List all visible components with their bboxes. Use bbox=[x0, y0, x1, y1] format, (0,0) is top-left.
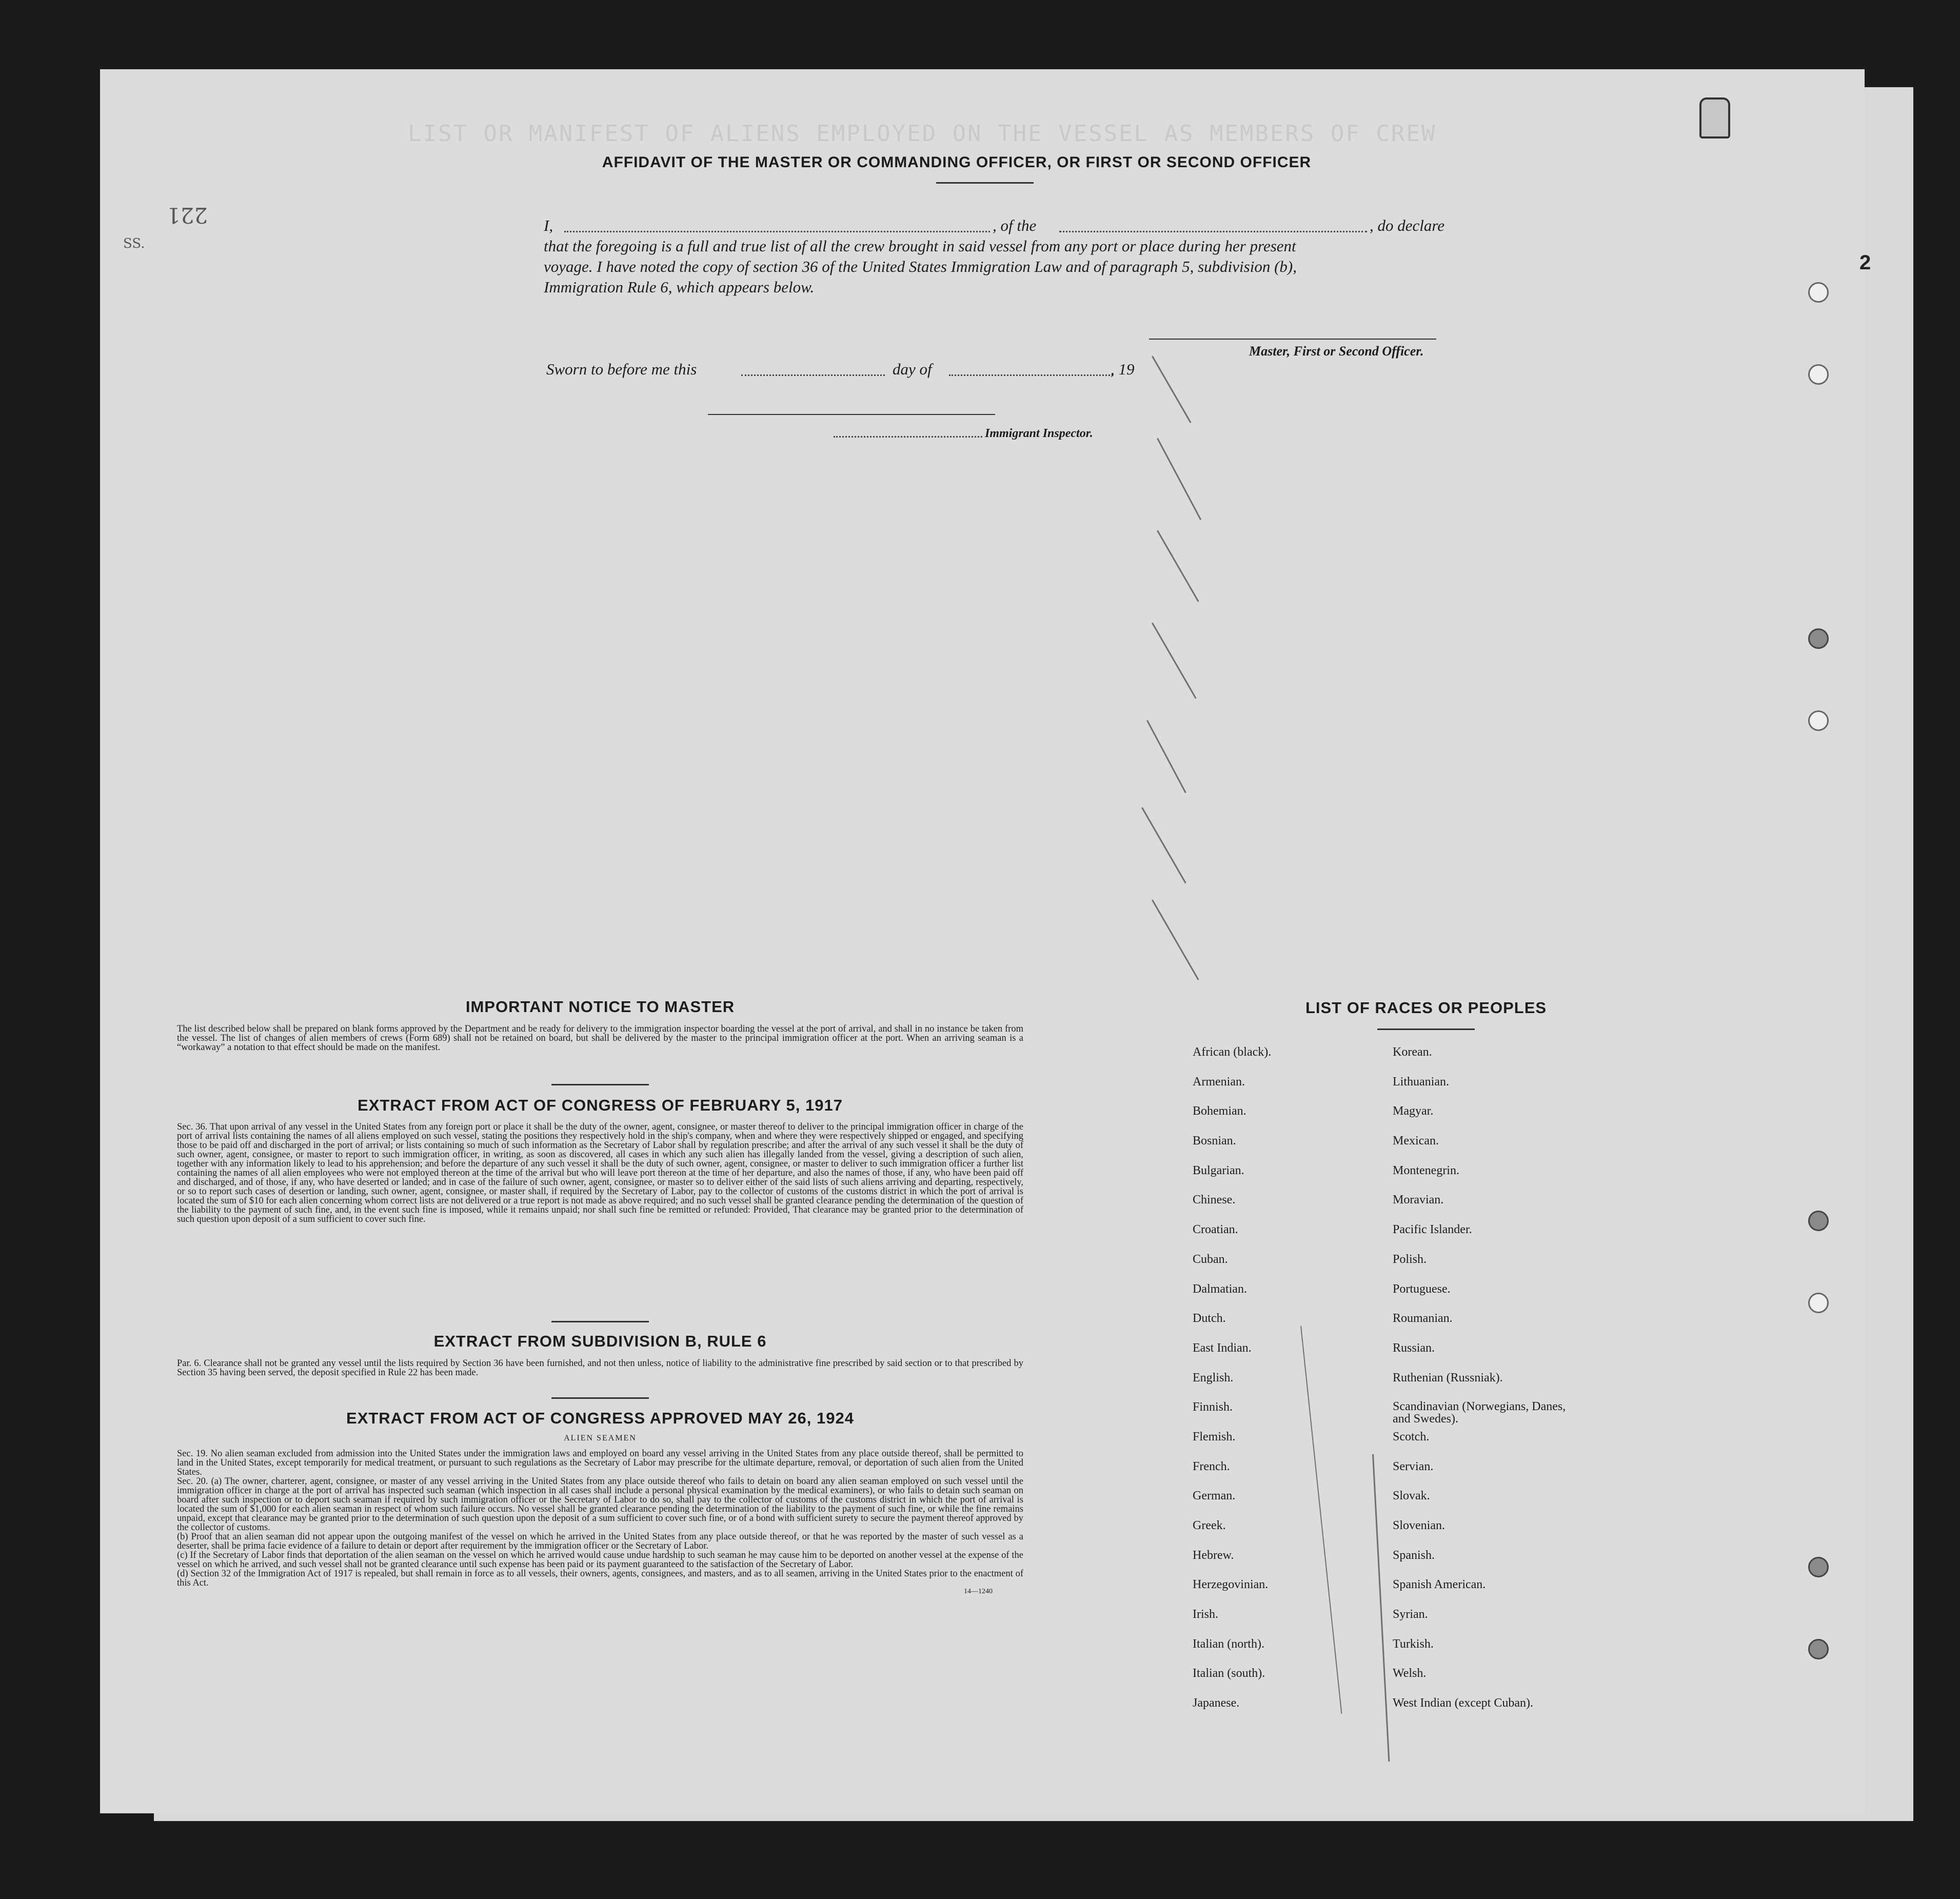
race-item: Spanish American. bbox=[1393, 1578, 1486, 1592]
race-item: Croatian. bbox=[1193, 1223, 1238, 1237]
pen-stroke bbox=[1146, 720, 1186, 794]
inspector-label: Immigrant Inspector. bbox=[985, 427, 1093, 440]
race-item: Servian. bbox=[1393, 1459, 1434, 1473]
race-item: Italian (north). bbox=[1193, 1637, 1264, 1651]
affidavit-line: that the foregoing is a full and true list of all the crew brought in said vessel from any port or place during her present bbox=[544, 237, 1296, 255]
divider bbox=[936, 182, 1034, 184]
race-item: Ruthenian (Russniak). bbox=[1393, 1371, 1503, 1384]
extract-1917-title: EXTRACT FROM ACT OF CONGRESS OF FEBRUARY 5, 1917 bbox=[358, 1096, 843, 1114]
race-item: Polish. bbox=[1393, 1252, 1427, 1266]
sworn-day-blank bbox=[741, 374, 885, 376]
clip-icon bbox=[1699, 97, 1730, 139]
sworn-text: Sworn to before me this bbox=[546, 360, 697, 378]
divider bbox=[551, 1321, 649, 1322]
section-20d: (d) Section 32 of the Immigration Act of 1917 is repealed, but shall remain in force as to all vessels, their owners, agents, consignees, and masters, and as to all seamen, arriving in the United States prior to the enactment of this Act. bbox=[177, 1569, 1023, 1588]
race-item: Flemish. bbox=[1193, 1430, 1236, 1443]
race-item: Lithuanian. bbox=[1393, 1075, 1449, 1089]
race-item: Japanese. bbox=[1193, 1696, 1240, 1710]
race-item: Pacific Islander. bbox=[1393, 1223, 1472, 1237]
signature-line bbox=[1149, 339, 1436, 340]
section-20b: (b) Proof that an alien seaman did not appear upon the outgoing manifest of the vessel on which he arrived in the United States from any place outside thereof, or that he was reported by the master of such vessel as a deserter, shall be prima facie evidence of a failure to detain or deport after requirement by the immigration officer or the Secretary of Labor. bbox=[177, 1532, 1023, 1551]
extract-1924-subtitle: ALIEN SEAMEN bbox=[564, 1434, 637, 1442]
sworn-month-blank bbox=[949, 374, 1113, 376]
pen-stroke bbox=[1157, 530, 1199, 602]
race-item: Turkish. bbox=[1393, 1637, 1434, 1651]
race-item: Syrian. bbox=[1393, 1608, 1428, 1621]
race-item: Welsh. bbox=[1393, 1667, 1427, 1680]
race-item: Armenian. bbox=[1193, 1075, 1245, 1089]
race-item: Hebrew. bbox=[1193, 1548, 1234, 1562]
document-page bbox=[100, 69, 1871, 1813]
pen-stroke bbox=[1152, 623, 1197, 699]
race-item: Herzegovinian. bbox=[1193, 1578, 1269, 1592]
race-item: Moravian. bbox=[1393, 1193, 1444, 1207]
race-item: Bulgarian. bbox=[1193, 1163, 1244, 1177]
race-item: English. bbox=[1193, 1371, 1234, 1384]
page-marker: 2 bbox=[1859, 251, 1871, 274]
race-item: Scandinavian (Norwegians, Danes, and Swedes). bbox=[1393, 1400, 1566, 1426]
race-item: Dalmatian. bbox=[1193, 1282, 1247, 1296]
race-item: German. bbox=[1193, 1489, 1236, 1503]
affidavit-declare: , do declare bbox=[1370, 216, 1445, 234]
extract-1917-body: Sec. 36. That upon arrival of any vessel in the United States from any foreign port or place it shall be the duty of the owner, agent, consignee, or master thereof to deliver to the principal immigration officer in charge of the port of arrival lists containing the names of all aliens employed on such vessel, stating the positions they respectively hold in the ship's company, when and where they were respectively shipped or engaged, and specifying those to be paid off and discharged in the port of arrival; or lists containing so much of such information as the Secretary of Labor shall by regulation prescribe; and after the arrival of any such vessel it shall be the duty of such owner, agent, consignee, or master to report to such immigration officer, in writing, as soon as discovered, all cases in which any such alien has illegally landed from the vessel, giving a description of such alien, together with any information likely to lead to his apprehension; and before the departure of any such vessel it shall be the duty of such owner, agent, consignee, or master to deliver to such immigration officer a further list containing the names of all alien employees who were not employed thereon at the time of the arrival but who will leave port thereon at the time of her departure, and also the names of those, if any, who have been paid off and discharged, and of those, if any, who have deserted or landed; and in case of the failure of such owner, agent, consignee, or master so to deliver either of the said lists of such aliens arriving and departing, respectively, or so to report such cases of desertion or landing, such owner, agent, consignee, or master shall, if required by the Secretary of Labor, pay to the collector of customs of the customs district in which the port of arrival is located the sum of $10 for each alien concerning whom correct lists are not delivered or a true report is not made as above required; and no such vessel shall be granted clearance pending the determination of the question of the liability to the payment of such fine, and, in the event such fine is imposed, while it remains unpaid; nor shall such fine be remitted or refunded: Provided, That clearance may be granted prior to the determination of such question upon deposit of a sum sufficient to cover such fine. bbox=[177, 1122, 1023, 1224]
race-item: Scotch. bbox=[1393, 1430, 1430, 1443]
section-19: Sec. 19. No alien seaman excluded from admission into the United States under the immigration laws and employed on board any vessel arriving in the United States from any place outside thereof, shall be permitted to land in the United States, except temporarily for medical treatment, or pursuant to such regulations as the Secretary of Labor may prescribe for the ultimate departure, removal, or deportation of such alien from the United States. bbox=[177, 1449, 1023, 1477]
race-item: African (black). bbox=[1193, 1045, 1272, 1059]
race-item: Irish. bbox=[1193, 1608, 1218, 1621]
divider bbox=[551, 1084, 649, 1085]
races-left-column bbox=[1193, 1045, 1377, 1726]
inspector-blank bbox=[834, 436, 982, 438]
race-item: Dutch. bbox=[1193, 1312, 1226, 1326]
bleed-through-header: LIST OR MANIFEST OF ALIENS EMPLOYED ON THE VESSEL AS MEMBERS OF CREW bbox=[408, 121, 1437, 147]
race-item: Mexican. bbox=[1393, 1134, 1439, 1148]
race-item: Chinese. bbox=[1193, 1193, 1236, 1207]
affidavit-line: voyage. I have noted the copy of section 36 of the United States Immigration Law and of paragraph 5, subdivision (b), bbox=[544, 258, 1297, 275]
race-item: Slovak. bbox=[1393, 1489, 1430, 1503]
divider bbox=[551, 1397, 649, 1399]
notice-body: The list described below shall be prepared on blank forms approved by the Department and be ready for delivery to the immigration inspector boarding the vessel at the port of arrival, and shall in no instance be taken from the vessel. The list of changes of alien members of crews (Form 689) shall not be retained on board, but shall be delivered by the master to the principal immigration officer at the port. When an arriving seaman is a “workaway” a notation to that effect should be made on the manifest. bbox=[177, 1024, 1023, 1053]
race-item: Roumanian. bbox=[1393, 1312, 1453, 1326]
margin-number: 221 bbox=[167, 203, 208, 228]
divider bbox=[1377, 1028, 1475, 1030]
extract-rule6-body: Par. 6. Clearance shall not be granted any vessel until the lists required by Section 36 have been furnished, and not then unless, notice of liability to the administrative fine prescribed by said section or to that prescribed by Section 35 having been served, the deposit specified in Rule 22 has been made. bbox=[177, 1358, 1023, 1378]
affidavit-i: I, bbox=[544, 216, 553, 234]
punch-hole-icon bbox=[1808, 364, 1829, 385]
sworn-day-of: day of bbox=[893, 360, 932, 378]
pen-stroke bbox=[1157, 438, 1201, 520]
race-item: Magyar. bbox=[1393, 1104, 1434, 1118]
punch-hole-icon bbox=[1808, 710, 1829, 731]
punch-hole-icon bbox=[1808, 1293, 1829, 1313]
name-blank bbox=[564, 231, 990, 232]
race-item: French. bbox=[1193, 1459, 1230, 1473]
punch-hole-icon bbox=[1808, 1211, 1829, 1231]
section-20a: Sec. 20. (a) The owner, charterer, agent, consignee, or master of any vessel arriving in the United States from any place outside thereof who fails to detain on board any alien seaman employed on such vessel until the immigration officer in charge at the port of arrival has inspected such seaman (which inspection in all cases shall include a personal physical examination by the medical examiners), or who fails to detain such seaman on board after such inspection or to deport such seaman if required by such immigration officer or the Secretary of Labor to do so, shall pay to the collector of customs of the customs district in which the port of arrival is located the sum of $1,000 for each alien seaman in respect of whom such failure occurs. No vessel shall be granted clearance pending the determination of the liability to the payment of such fine, or while the fine remains unpaid, except that clearance may be granted prior to the determination of such question upon the deposit of a sum sufficient to cover such fine, or of a bond with sufficient surety to secure the payment thereof approved by the collector of customs. bbox=[177, 1476, 1023, 1533]
punch-hole-icon bbox=[1808, 1639, 1829, 1659]
race-item: Portuguese. bbox=[1393, 1282, 1451, 1296]
margin-note: SS. bbox=[123, 236, 145, 251]
race-item: Korean. bbox=[1393, 1045, 1432, 1059]
vessel-blank bbox=[1059, 231, 1367, 232]
affidavit-line: Immigration Rule 6, which appears below. bbox=[544, 278, 815, 296]
race-item: Spanish. bbox=[1393, 1548, 1435, 1562]
extract-1924-title: EXTRACT FROM ACT OF CONGRESS APPROVED MAY 26, 1924 bbox=[346, 1409, 854, 1427]
signature-label: Master, First or Second Officer. bbox=[1249, 344, 1424, 359]
race-item: Italian (south). bbox=[1193, 1667, 1265, 1680]
inspector-line bbox=[708, 414, 995, 415]
race-item: Bosnian. bbox=[1193, 1134, 1236, 1148]
extract-rule6-title: EXTRACT FROM SUBDIVISION B, RULE 6 bbox=[433, 1332, 767, 1350]
races-right-column bbox=[1393, 1045, 1680, 1726]
pen-stroke bbox=[1141, 807, 1186, 884]
punch-hole-icon bbox=[1808, 1557, 1829, 1577]
race-item: Bohemian. bbox=[1193, 1104, 1246, 1118]
affidavit-of-the: , of the bbox=[993, 216, 1037, 234]
race-item: Slovenian. bbox=[1393, 1519, 1445, 1532]
sworn-year: , 19 bbox=[1111, 360, 1135, 378]
extract-1924-body bbox=[177, 1449, 1023, 1596]
race-item: West Indian (except Cuban). bbox=[1393, 1696, 1533, 1710]
race-item: Cuban. bbox=[1193, 1252, 1228, 1266]
race-item: Greek. bbox=[1193, 1519, 1226, 1532]
race-item: Montenegrin. bbox=[1393, 1163, 1459, 1177]
punch-hole-icon bbox=[1808, 282, 1829, 303]
race-item: Finnish. bbox=[1193, 1400, 1233, 1414]
race-item: Russian. bbox=[1393, 1341, 1435, 1355]
affidavit-text bbox=[544, 215, 1590, 298]
affidavit-title: AFFIDAVIT OF THE MASTER OR COMMANDING OFFICER, OR FIRST OR SECOND OFFICER bbox=[602, 154, 1312, 171]
section-20c: (c) If the Secretary of Labor finds that deportation of the alien seaman on the vessel on which he arrived would cause undue hardship to such seaman he may cause him to be deported on another vessel at the expense of the vessel on which he arrived, and such vessel shall not be granted clearance until such expense has been paid or its payment guaranteed to the satisfaction of the Secretary of Labor. bbox=[177, 1550, 1023, 1570]
punch-hole-icon bbox=[1808, 628, 1829, 649]
pen-stroke bbox=[1152, 900, 1199, 980]
race-item: East Indian. bbox=[1193, 1341, 1252, 1355]
form-number: 14—1240 bbox=[964, 1588, 993, 1595]
notice-title: IMPORTANT NOTICE TO MASTER bbox=[465, 998, 735, 1016]
races-title: LIST OF RACES OR PEOPLES bbox=[1305, 999, 1547, 1017]
